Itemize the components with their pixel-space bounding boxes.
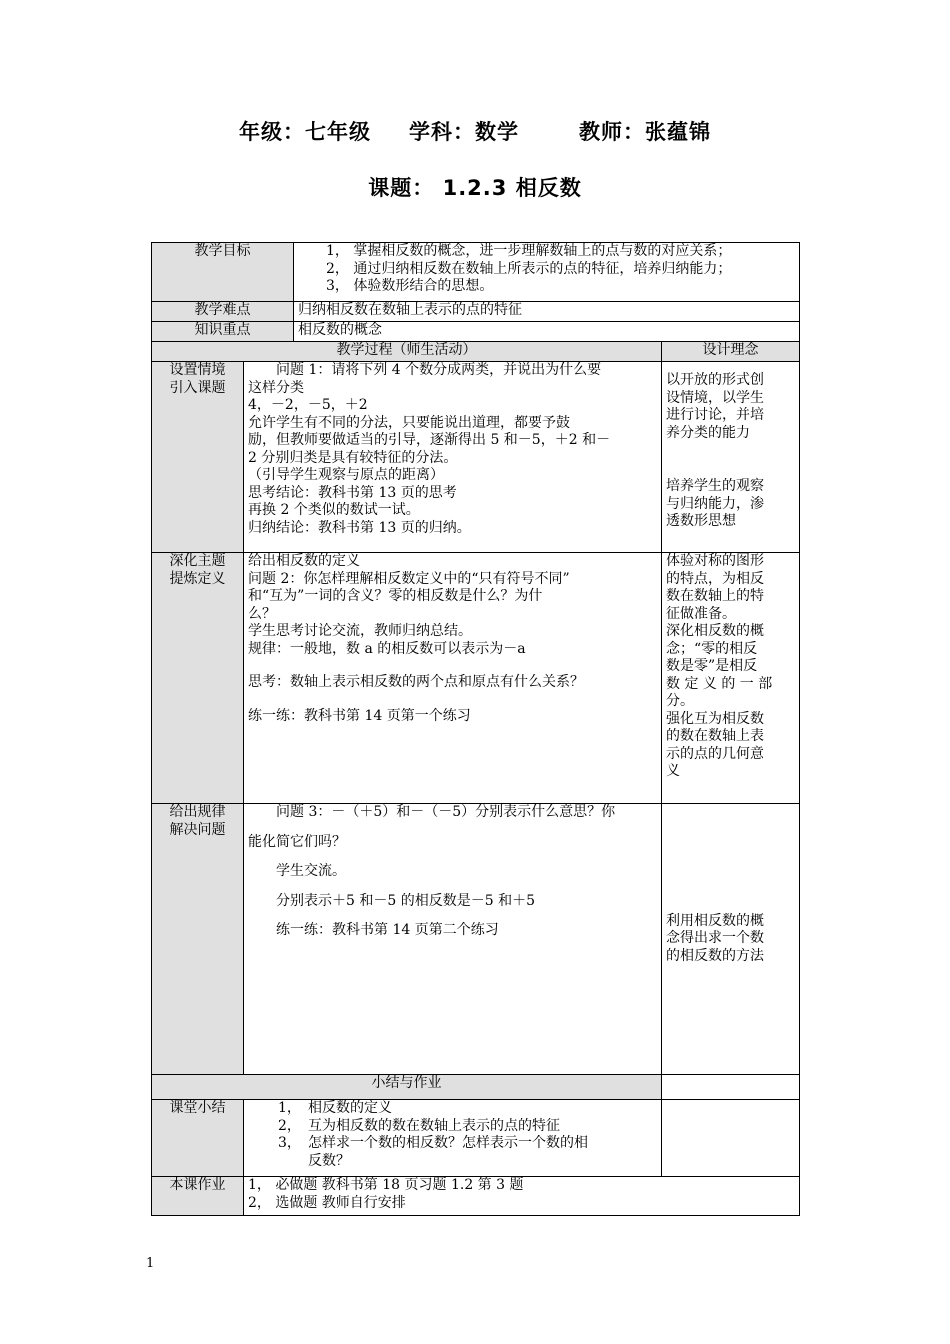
section1-line: 归纳结论：教科书第 13 页的归纳。 xyxy=(248,519,471,536)
homework-label: 本课作业 xyxy=(152,1177,244,1216)
rationale-line: 以开放的形式创 xyxy=(666,372,764,388)
summary-item-number: 3， xyxy=(278,1135,301,1151)
lesson-topic: 课题： 1.2.3 相反数 xyxy=(368,176,582,200)
keypoint-row xyxy=(152,322,800,342)
section1-line: 2 分别归类是具有较特征的分法。 xyxy=(248,449,458,466)
rationale-line: 的数在数轴上表 xyxy=(666,728,764,744)
summary-header-row xyxy=(152,1075,800,1100)
rationale-line: 分。 xyxy=(666,693,694,709)
section2-rationale xyxy=(662,553,800,804)
section3-label-line: 给出规律 xyxy=(169,804,226,820)
section2-label-line: 深化主题 xyxy=(169,553,226,569)
section3-line: 学生交流。 xyxy=(276,863,346,879)
difficulty-row xyxy=(152,302,800,322)
goals-label: 教学目标 xyxy=(152,243,294,302)
section3-line: 分别表示＋5 和－5 的相反数是－5 和＋5 xyxy=(276,892,535,909)
goals-list xyxy=(294,243,800,302)
rationale-line: 数 定 义 的 一 部 xyxy=(666,675,773,692)
section1-line: 这样分类 xyxy=(248,379,304,396)
section1-line: 再换 2 个类似的数试一试。 xyxy=(248,502,420,518)
rationale-line: 义 xyxy=(666,763,680,779)
process-header: 教学过程（师生活动） xyxy=(152,342,662,362)
summary-item-text: 怎样求一个数的相反数？怎样表示一个数的相 xyxy=(308,1135,588,1151)
think-line: 思考：数轴上表示相反数的两个点和原点有什么关系？ xyxy=(248,674,584,690)
keypoint-text: 相反数的概念 xyxy=(294,322,800,342)
goal-item: 1， 掌握相反数的概念，进一步理解数轴上的点与数的对应关系； xyxy=(326,243,732,259)
summary-item-text: 互为相反数的数在数轴上表示的点的特征 xyxy=(308,1117,560,1134)
teacher-text: 教师：张蕴锦 xyxy=(579,120,711,144)
process-header-row xyxy=(152,342,800,362)
section2-row xyxy=(152,553,800,804)
section2-line: 学生思考讨论交流，教师归纳总结。 xyxy=(248,623,472,639)
homework-row xyxy=(152,1177,800,1216)
header-info-line xyxy=(0,116,950,146)
rationale-header: 设计理念 xyxy=(662,342,800,362)
lesson-plan-table xyxy=(151,242,800,1216)
rationale-line: 强化互为相反数 xyxy=(666,710,764,727)
summary-item xyxy=(248,1135,657,1153)
keypoint-label: 知识重点 xyxy=(152,322,294,342)
rationale-line: 进行讨论，并培 xyxy=(666,407,764,423)
difficulty-label: 教学难点 xyxy=(152,302,294,322)
section2-line: 给出相反数的定义 xyxy=(248,553,360,569)
summary-item-number: 1， xyxy=(278,1100,301,1116)
section3-row xyxy=(152,804,800,1075)
rationale-line: 养分类的能力 xyxy=(666,424,750,441)
question2: 问题 2：你怎样理解相反数定义中的“只有符号不同” xyxy=(248,570,570,587)
rationale-line: 利用相反数的概 xyxy=(666,912,764,929)
goal-item: 2， 通过归纳相反数在数轴上所表示的点的特征，培养归纳能力； xyxy=(326,260,732,277)
section1-row xyxy=(152,362,800,553)
rationale-line: 与归纳能力，渗 xyxy=(666,495,764,512)
section1-rationale xyxy=(662,362,800,553)
rationale-line: 体验对称的图形 xyxy=(666,553,764,569)
summary-rationale-empty xyxy=(662,1100,800,1177)
section3-line: 能化简它们吗？ xyxy=(248,833,346,850)
summary-item-number: 2， xyxy=(278,1117,301,1134)
section3-label-line: 解决问题 xyxy=(169,821,226,838)
rationale-line: 设情境，以学生 xyxy=(666,389,764,406)
section1-label-line: 引入课题 xyxy=(169,379,226,396)
summary-row xyxy=(152,1100,800,1177)
section2-label-line: 提炼定义 xyxy=(169,570,226,587)
homework-item: 2， 选做题 教师自行安排 xyxy=(248,1194,406,1211)
section1-line: 励，但教师要做适当的引导，逐渐得出 5 和－5，＋2 和－ xyxy=(248,432,611,448)
rationale-line: 数在数轴上的特 xyxy=(666,588,764,604)
homework-item: 1， 必做题 教科书第 18 页习题 1.2 第 3 题 xyxy=(248,1177,524,1193)
rationale-line: 透数形思想 xyxy=(666,513,736,529)
rationale-line: 念得出求一个数 xyxy=(666,930,764,947)
summary-item xyxy=(248,1118,657,1136)
section2-content xyxy=(244,553,662,804)
rationale-line: 征做准备。 xyxy=(666,605,736,622)
homework-content xyxy=(244,1177,800,1216)
practice-line: 练一练：教科书第 14 页第一个练习 xyxy=(248,707,471,724)
section1-content xyxy=(244,362,662,553)
summary-content xyxy=(244,1100,662,1177)
section3-label xyxy=(152,804,244,1075)
section3-rationale xyxy=(662,804,800,1075)
page-number: 1 xyxy=(146,1256,155,1271)
goals-row xyxy=(152,243,800,302)
section3-content xyxy=(244,804,662,1075)
question1: 问题 1：请将下列 4 个数分成两类，并说出为什么要 xyxy=(276,362,602,378)
practice-line: 练一练：教科书第 14 页第二个练习 xyxy=(276,922,499,938)
rationale-line: 的相反数的方法 xyxy=(666,947,764,964)
section2-label xyxy=(152,553,244,804)
section1-line: （引导学生观察与原点的距离） xyxy=(248,467,444,483)
section1-line: 允许学生有不同的分法，只要能说出道理，都要予鼓 xyxy=(248,414,570,431)
section1-label xyxy=(152,362,244,553)
summary-item-text: 反数？ xyxy=(308,1152,350,1169)
summary-item-text: 相反数的定义 xyxy=(308,1100,392,1116)
summary-item xyxy=(248,1100,657,1118)
section1-line: 4，－2，－5，＋2 xyxy=(248,397,368,413)
rationale-line: 的特点，为相反 xyxy=(666,570,764,587)
summary-item-continued xyxy=(248,1153,657,1171)
section1-line: 思考结论：教科书第 13 页的思考 xyxy=(248,484,457,501)
section1-label-line: 设置情境 xyxy=(169,362,226,378)
section2-line: 么？ xyxy=(248,605,276,622)
summary-label: 课堂小结 xyxy=(152,1100,244,1177)
section2-line: 和“互为”一词的含义？零的相反数是什么？为什 xyxy=(248,588,543,604)
rationale-line: 培养学生的观察 xyxy=(666,478,764,494)
summary-header: 小结与作业 xyxy=(152,1075,662,1100)
rationale-line: 数是零”是相反 xyxy=(666,658,758,674)
grade-text: 年级：七年级 xyxy=(239,120,371,144)
question3: 问题 3：－（＋5）和－（－5）分别表示什么意思？你 xyxy=(276,804,616,820)
subject-text: 学科：数学 xyxy=(409,120,519,144)
goal-item: 3， 体验数形结合的思想。 xyxy=(326,278,494,294)
rationale-line: 深化相反数的概 xyxy=(666,623,764,639)
rationale-line: 念；“零的相反 xyxy=(666,640,758,657)
rationale-line: 示的点的几何意 xyxy=(666,745,764,762)
summary-header-empty xyxy=(662,1075,800,1100)
section2-line: 规律：一般地，数 a 的相反数可以表示为－a xyxy=(248,640,526,657)
difficulty-text: 归纳相反数在数轴上表示的点的特征 xyxy=(294,302,800,322)
